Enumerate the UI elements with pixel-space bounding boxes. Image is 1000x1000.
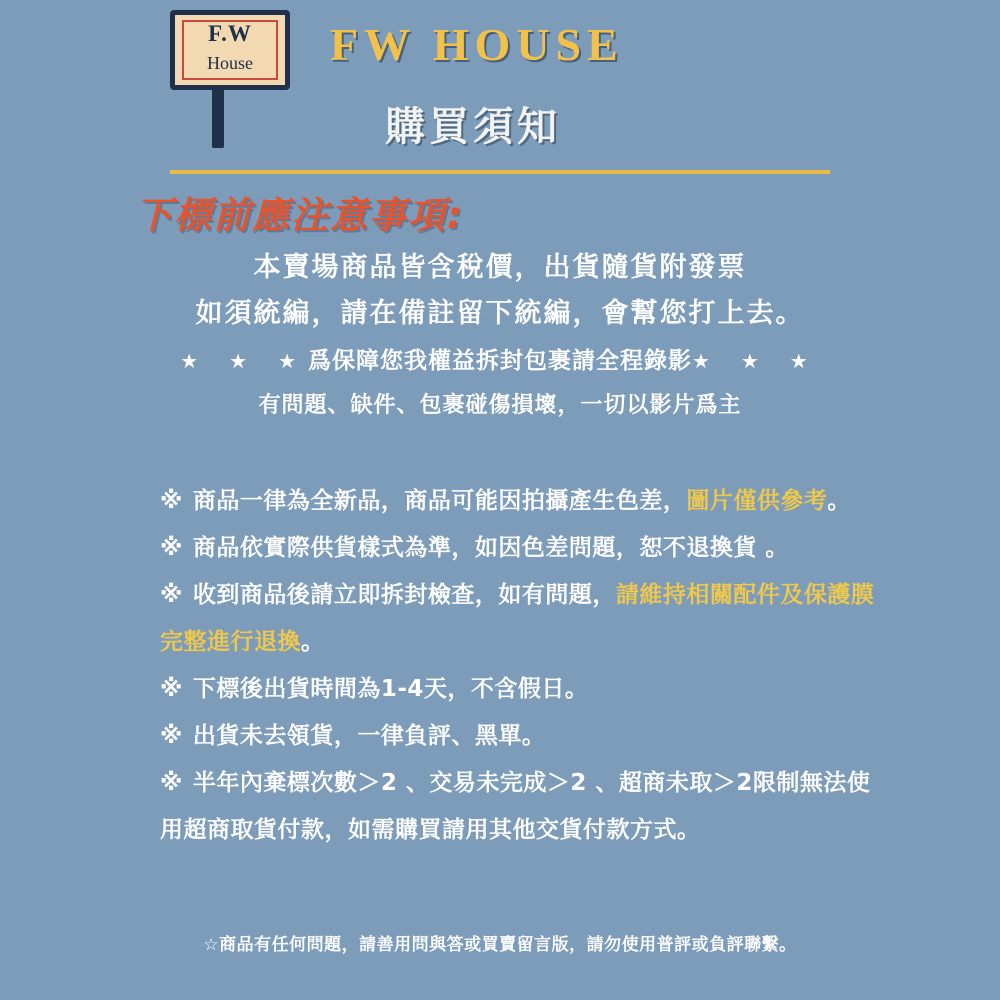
page-header <box>0 0 1000 160</box>
sign-fw-text: F.W <box>208 21 252 46</box>
footer-note: ☆商品有任何問題，請善用問與答或買賣留言版，請勿使用普評或負評聯繫。 <box>203 935 797 955</box>
fw-house-sign-icon <box>170 10 290 90</box>
brand-title: FW HOUSE <box>330 19 624 70</box>
rule-mark: ※ <box>160 582 183 608</box>
rule-item <box>160 478 880 525</box>
intro-block <box>0 245 1000 427</box>
rule-mark: ※ <box>160 676 183 702</box>
header-divider <box>170 170 830 174</box>
intro-line-2: 如須統編，請在備註留下統編，會幫您打上去。 <box>195 298 805 328</box>
rule-text: 下標後出貨時間為1-4天，不含假日。 <box>192 676 589 702</box>
rule-text: 出貨未去領貨，一律負評、黑單。 <box>192 723 546 749</box>
rule-text: 半年內棄標次數＞2 、交易未完成＞2 、超商未取＞2限制無法使用超商取貨付款，如需購買請用其他交貨付款方式。 <box>160 770 871 843</box>
rule-highlight: 圖片僅供參考 <box>686 488 828 514</box>
rule-text-after: 。 <box>301 629 325 655</box>
rule-item <box>160 525 880 572</box>
rule-text: 商品一律為全新品，商品可能因拍攝產生色差， <box>192 488 687 514</box>
sign-house-text: House <box>207 53 253 73</box>
sign-post-icon <box>212 88 224 148</box>
rule-item <box>160 666 880 713</box>
rule-item <box>160 713 880 760</box>
rule-highlight: 請維持相關配件及保護膜完整進行退換 <box>160 582 875 655</box>
rule-mark: ※ <box>160 488 183 514</box>
intro-line-1: 本賣場商品皆含稅價，出貨隨貨附發票 <box>253 252 747 282</box>
rule-text-after: 。 <box>827 488 851 514</box>
stars-right-icon: ★ ★ ★ <box>692 349 820 373</box>
page-subtitle: 購買須知 <box>385 104 561 150</box>
rule-item <box>160 760 880 854</box>
rule-mark: ※ <box>160 535 183 561</box>
stars-line-text: 爲保障您我權益拆封包裹請全程錄影 <box>308 348 692 374</box>
rule-item <box>160 572 880 666</box>
stars-left-icon: ★ ★ ★ <box>180 349 308 373</box>
rule-mark: ※ <box>160 723 183 749</box>
rule-mark: ※ <box>160 770 183 796</box>
intro-sub-line: 有問題、缺件、包裹碰傷損壞，一切以影片爲主 <box>258 393 742 418</box>
notice-heading: 下標前應注意事項: <box>135 194 464 237</box>
rule-text: 商品依實際供貨樣式為準，如因色差問題，恕不退換貨 。 <box>192 535 789 561</box>
rule-text: 收到商品後請立即拆封檢查，如有問題， <box>192 582 616 608</box>
stars-line <box>0 337 1000 385</box>
rules-list <box>160 478 880 854</box>
